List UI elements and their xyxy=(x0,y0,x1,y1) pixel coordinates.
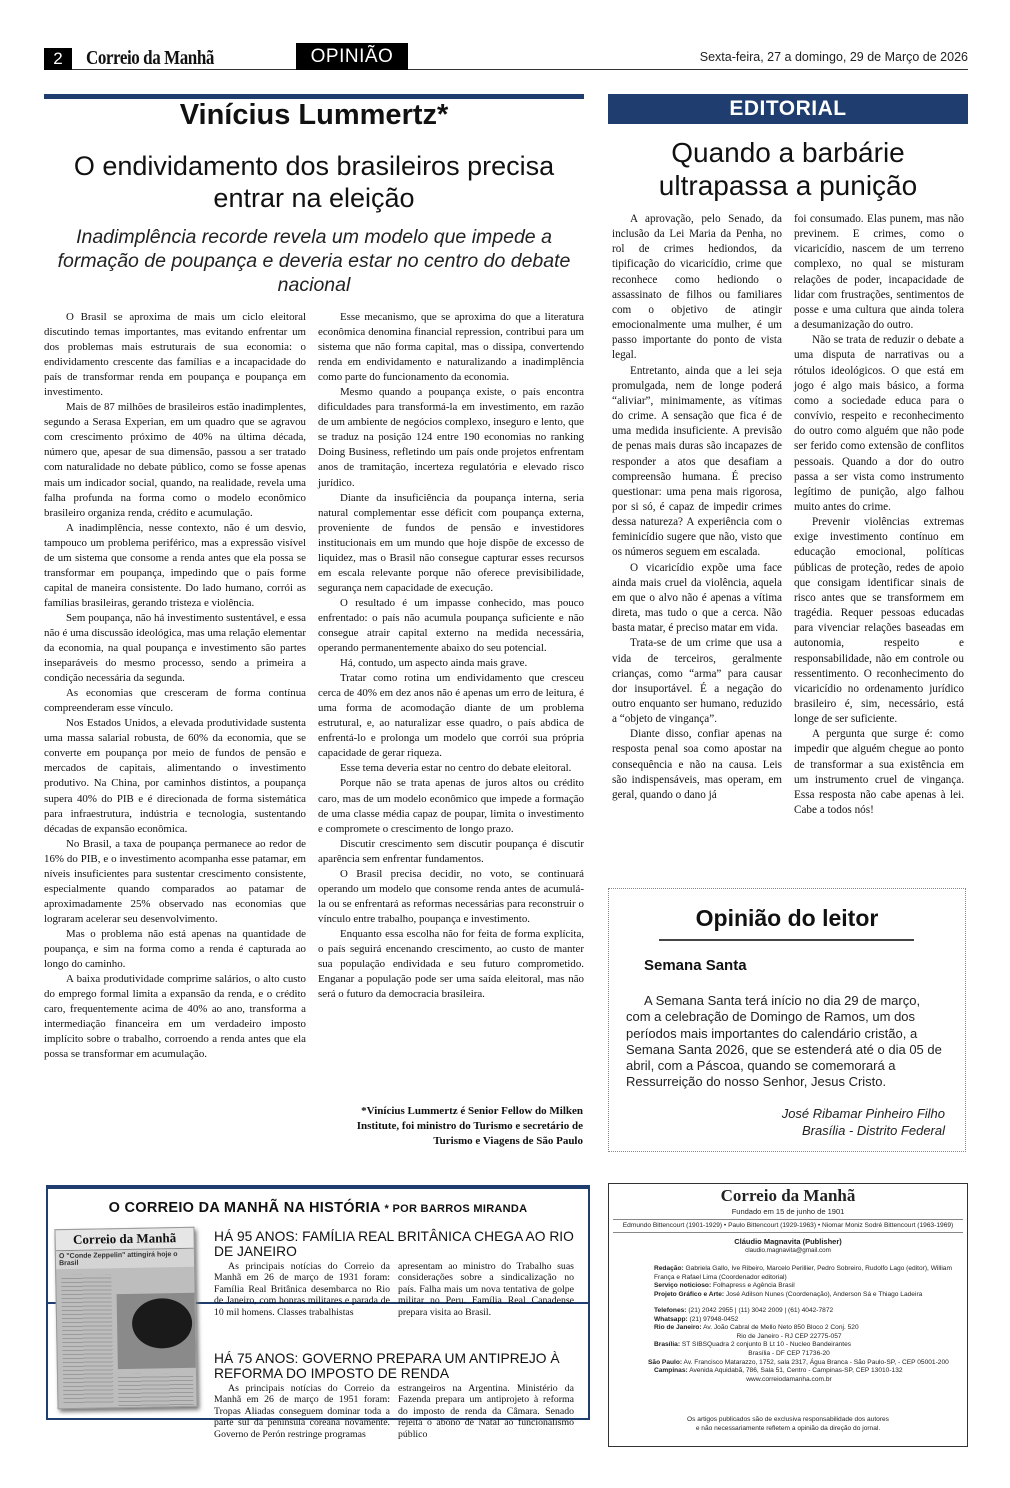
reader-signature xyxy=(782,1105,945,1139)
newspaper-logo: Correio da Manhã xyxy=(86,47,214,69)
label: Projeto Gráfico e Arte: xyxy=(654,1290,725,1298)
paragraph: Mais de 87 milhões de brasileiros estão inadimplentes, segundo a Serasa Experian, em um quadro que se agravou com crescimento próximo de 40% na última década, número que, apesar de sua dimensão, passou a ser tratado com naturalidade no debate público, como se fosse apenas mais um indicador social, quando, na realidade, revela uma falha profunda na forma como o modelo econômico brasileiro organiza renda, crédito e acumulação. xyxy=(44,401,306,519)
archive-headline: O "Conde Zeppelin" attingirá hoje o Brasil xyxy=(56,1249,194,1269)
divider xyxy=(613,1219,963,1220)
paragraph: Diante disso, confiar apenas na resposta penal soa como apostar na consequência e não na causa. Leis são indispensáveis, mas operam, em geral, quando o dano já xyxy=(612,728,782,801)
paragraph: Há, contudo, um aspecto ainda mais grave. xyxy=(340,657,528,670)
paragraph: Não se trata de reduzir o debate a uma disputa de narrativas ou a rótulos ideológicos. O que está em jogo é algo mais básico, a forma como a sociedade educa para o convívio, respeito e reconhecimento do outro como alguém que não pode ser ferido como extensão de conflitos pessoais. Quando a dor do outro passa a ser vista como instrumento legítimo de punição, algo falhou muito antes do crime. xyxy=(794,334,964,513)
paragraph: foi consumado. Elas punem, mas não previnem. E crimes, como o vicaricídio, nascem de um terreno complexo, no qual se misturam relações de poder, incapacidade de lidar com frustrações, sentimentos de posse e uma cultura que ainda tolera a desumanização do outro. xyxy=(794,213,964,332)
article-column-2 xyxy=(318,310,584,1002)
paragraph: No Brasil, a taxa de poupança permanece ao redor de 16% do PIB, e o investimento acompanha esse patamar, em níveis insuficientes para sustentar crescimento consistente, especialmente quando comparados ao patamar de aproximadamente 25% observado nas economias que lograram acelerar seu desenvolvimento. xyxy=(44,837,306,925)
design-staff: José Adilson Nunes (Coordenação), Anderson Sá e Thiago Ladeira xyxy=(725,1290,923,1298)
label: Rio de Janeiro: xyxy=(654,1324,702,1332)
label: Campinas: xyxy=(654,1367,688,1375)
phones: (21) 2042 2955 | (11) 3042 2009 | (61) 4042-7872 xyxy=(688,1307,834,1314)
paragraph: A pergunta que surge é: como impedir que alguém chegue ao ponto de transformar a sua existência em um instrumento cruel de vingança. Essa resposta não cabe apenas à lei. Cabe a todos nós! xyxy=(794,728,964,817)
newsroom-staff: Gabriela Gallo, Ive Ribeiro, Marcelo Perillier, Pedro Sobreiro, Rudolfo Lago (editor), William França e Rafael Lima (Coordenador editorial) xyxy=(654,1265,952,1281)
reader-letter-body: A Semana Santa terá início no dia 29 de março, com a celebração de Domingo de Ramos, um dos períodos mais importantes do calendário cristão, a Semana Santa 2026, que se estenderá até o dia 05 de abril, com a Páscoa, quando se comemorará a Ressurreição do nosso Senhor, Jesus Cristo. xyxy=(626,993,942,1090)
paragraph: O resultado é um impasse conhecido, mas pouco enfrentado: o país não acumula poupança suficiente e não consegue atrair capital externo na medida necessária, operando permanentemente abaixo do seu potencial. xyxy=(318,596,584,655)
history-item-1-col-1 xyxy=(214,1261,390,1318)
disclaimer-line: e não necessariamente refletem a opinião da direção do jornal. xyxy=(695,1424,881,1432)
article-column-1 xyxy=(44,310,306,1062)
label: Telefones: xyxy=(654,1307,687,1314)
archive-text-lines xyxy=(61,1274,113,1405)
article-author: Vinícius Lummertz* xyxy=(179,99,449,131)
reader-opinion-box xyxy=(608,888,966,1152)
paragraph: A baixa produtividade comprime salários, o alto custo do emprego formal limita a expansão da renda, e o crédito caro, frequentemente acima de 40% ao ano, transforma a intermediação financeira em um verdadeiro imposto implícito sobre o trabalho, corroendo a renda antes que ela possa se transformar em acumulação. xyxy=(44,973,306,1061)
paragraph: Esse mecanismo, que se aproxima do que a literatura econômica denomina financial repression, contribui para um sistema que não forma capital, mas o dissipa, convertendo renda em endividamento e naturalizando a inadimplência como parte do funcionamento da economia. xyxy=(318,311,584,384)
masthead-founders: Edmundo Bittencourt (1901-1929) • Paulo Bittencourt (1929-1963) • Niomar Moniz Sodré Bittencourt (1963-1969) xyxy=(622,1222,954,1229)
archive-text-lines xyxy=(118,1373,194,1409)
history-title xyxy=(46,1200,590,1216)
label: Brasília: xyxy=(654,1341,681,1349)
history-byline: * POR BARROS MIRANDA xyxy=(384,1203,528,1215)
paragraph: Porque não se trata apenas de juros altos ou crédito caro, mas de um modelo econômico que impede a formação de uma classe média capaz de poupar, limita o investimento e compromete o crescimento de longo prazo. xyxy=(318,777,584,835)
paragraph: Mesmo quando a poupança existe, o país encontra dificuldades para transformá-la em investimento, em razão de um ambiente de negócios complexo, inseguro e lento, que se traduz na posição 124 entre 190 economias no ranking Doing Business, refletindo um país onde projetos enfrentam anos de tramitação, incerteza regulatória e elevado risco jurídico. xyxy=(318,386,584,489)
rio-address: Av. João Cabral de Mello Neto 850 Bloco 2 Conj. 520 xyxy=(703,1324,859,1332)
divider xyxy=(659,939,914,941)
history-title-text: O CORREIO DA MANHÃ NA HISTÓRIA xyxy=(108,1200,381,1216)
article-subheadline: Inadimplência recorde revela um modelo que impede a formação de poupança e deveria estar no centro do debate nacional xyxy=(57,226,571,296)
label: São Paulo: xyxy=(648,1358,683,1366)
masthead-disclaimer xyxy=(609,1416,967,1433)
page-number: 2 xyxy=(44,48,72,70)
reader-author: José Ribamar Pinheiro Filho xyxy=(781,1106,945,1121)
author-bio: *Vinícius Lummertz é Senior Fellow do Milken Institute, foi ministro do Turismo e secretário de Turismo e Viagens de São Paulo xyxy=(356,1105,583,1147)
whatsapp: (21) 97948-0452 xyxy=(689,1315,739,1323)
brasilia-address: ST SIBSQuadra 2 conjunto B Lt 10 - Nucleo Bandeirantes xyxy=(681,1341,852,1349)
paragraph: Nos Estados Unidos, a elevada produtividade sustenta uma massa salarial robusta, de 60% da economia, que se converte em poupança por meio de fundos de pensão e mercados de capitais, alimentando o investimento produtivo. Na China, por caminhos distintos, a poupança supera 40% do PIB e é direcionada de forma sistemática para infraestrutura, indústria e tecnologia, sustentando décadas de expansão econômica. xyxy=(44,717,306,835)
masthead-name: Correio da Manhã xyxy=(720,1186,856,1205)
disclaimer-line: Os artigos publicados são de exclusiva responsabilidade dos autores xyxy=(687,1416,889,1423)
history-item-1-title: HÁ 95 ANOS: FAMÍLIA REAL BRITÂNICA CHEGA AO RIO DE JANEIRO xyxy=(214,1229,574,1259)
history-item-2-col-1 xyxy=(214,1383,390,1440)
history-item-2-title: HÁ 75 ANOS: GOVERNO PREPARA UM ANTIPREJO À REFORMA DO IMPOSTO DE RENDA xyxy=(214,1351,560,1381)
masthead-box xyxy=(608,1183,968,1447)
paragraph: O vicaricídio expõe uma face ainda mais cruel da violência, aquela em que o alvo não é apenas a vítima direta, mas tudo o que a cerca. Não basta matar, é preciso matar em vida. xyxy=(612,561,782,635)
editorial-label: EDITORIAL xyxy=(608,94,968,124)
editorial-column-2 xyxy=(794,212,964,818)
paragraph: Discutir crescimento sem discutir poupança é discutir aparência sem enfrentar fundamentos. xyxy=(318,837,584,865)
paragraph: Trata-se de um crime que usa a vida de terceiros, geralmente crianças, como “arma” para causar dor insuportável. É a negação do outro enquanto ser humano, reduzido a “objeto de vingança”. xyxy=(612,637,782,726)
issue-date: Sexta-feira, 27 a domingo, 29 de Março de 2026 xyxy=(699,50,968,64)
paragraph: Diante da insuficiência da poupança interna, seria natural complementar esse déficit com poupança externa, proveniente de fundos de pensão e investidores institucionais em um mundo que hoje dispõe de excesso de liquidez, mas o Brasil não consegue capturar esses recursos em escala relevante porque não oferece previsibilidade, segurança nem capacidade de execução. xyxy=(318,491,584,594)
paragraph: Mas o problema não está apenas na quantidade de poupança, e sim na forma como a renda é capturada ao longo do caminho. xyxy=(44,927,306,971)
reader-letter-subject: Semana Santa xyxy=(644,957,747,974)
rio-city: Rio de Janeiro - RJ CEP 22775-057 xyxy=(736,1332,842,1340)
divider xyxy=(613,1232,963,1233)
label: Serviço noticioso: xyxy=(654,1282,712,1290)
history-item-2-col-2: estrangeiros na Argentina. Ministério da Fazenda prepara um antiprojeto à reforma do imposto de renda da Câmara. Senado rejeita o abono de Natal ao funcionalismo público xyxy=(398,1383,574,1440)
paragraph: Tratar como rotina um endividamento que cresceu cerca de 40% em dez anos não é apenas um erro de leitura, é uma forma de acomodação diante de um problema estrutural, e, ao naturalizar esse quadro, o país abdica de enfrentá-lo e prolonga um modelo que corrói sua própria capacidade de gerar riqueza. xyxy=(318,672,584,760)
editorial-title: Quando a barbárie ultrapassa a punição xyxy=(658,137,918,201)
website-link[interactable]: www.correiodamanha.com.br xyxy=(746,1375,832,1383)
paragraph: O Brasil se aproxima de mais um ciclo eleitoral discutindo temas importantes, mas evitando enfrentar um dos problemas mais estruturais de sua economia: o endividamento crescente das famílias e a incapacidade do país de transformar renda em poupança e poupança em investimento. xyxy=(44,311,306,399)
reader-location: Brasília - Distrito Federal xyxy=(801,1123,945,1138)
paragraph: Prevenir violências extremas exige investimento contínuo em educação emocional, políticas públicas de proteção, redes de apoio que consigam identificar sinais de risco antes que se transformem em tragédia. Requer pessoas educadas para vivenciar relações baseadas em autonomia, respeito e responsabilidade, não em controle ou ressentimento. O reconhecimento do vicaricídio no ordenamento jurídico brasileiro é, sim, necessário, está longe de ser suficiente. xyxy=(794,516,964,726)
reader-opinion-title: Opinião do leitor xyxy=(695,905,879,931)
archive-masthead: Correio da Manhã xyxy=(55,1228,193,1251)
campinas-address: Avenida Aquidabã, 786, Sala 51, Centro - Campinas-SP, CEP 13010-132 xyxy=(689,1367,903,1375)
masthead-staff xyxy=(654,1265,964,1299)
sp-address: Av. Francisco Matarazzo, 1752, sala 2317, Água Branca - São Paulo-SP, - CEP 05001-200 xyxy=(683,1358,949,1366)
section-label: OPINIÃO xyxy=(296,43,408,70)
paragraph: Sem poupança, não há investimento sustentável, e essa não é uma discussão ideológica, mas uma relação elementar da economia, na qual poupança e investimento são partes inseparáveis do mesmo processo, sendo a primeira a condição necessária da segunda. xyxy=(44,611,306,685)
masthead-founded: Fundado em 15 de junho de 1901 xyxy=(731,1207,845,1216)
label: Redação: xyxy=(654,1265,684,1272)
article-headline: O endividamento dos brasileiros precisa entrar na eleição xyxy=(73,151,555,213)
history-item-1-col-2: apresentam ao ministro do Trabalho suas considerações sobre a sindicalização no país. Falha mais um nova tentativa de golpe militar no Peru. Família Real Canadense prepara visita ao Brasil. xyxy=(398,1261,574,1318)
paragraph: As principais notícias do Correio da Manhã em 26 de março de 1951 foram: Tropas Aliadas conseguem dominar toda a parte sul da península coreana novamente. Governo de Perón restringe programas xyxy=(214,1383,390,1440)
paragraph: Entretanto, ainda que a lei seja promulgada, nem de longe poderá “aliviar”, minimamente, as vítimas do crime. A sensação que fica é de uma medida insuficiente. A previsão de penas mais duras são incapazes de responder a atos que desafiam a compreensão humana. É preciso questionar: uma pena mais rigorosa, por si só, é capaz de impedir crimes dessa natureza? A experiência com o feminicídio sugere que não, visto que os números seguem em escalada. xyxy=(612,364,782,559)
editorial-column-1 xyxy=(612,212,782,803)
masthead-publisher: Cláudio Magnavita (Publisher) xyxy=(734,1237,842,1246)
label: Whatsapp: xyxy=(654,1315,688,1323)
paragraph: A aprovação, pelo Senado, da inclusão da Lei Maria da Penha, no rol de crimes hediondos, da tipificação do vicaricídio, crime que reconhece como hediondo o assassinato de filhos ou familiares com o objetivo de atingir emocionalmente uma mulher, é um passo importante do ponto de vista legal. xyxy=(612,213,782,362)
paragraph: Esse tema deveria estar no centro do debate eleitoral. xyxy=(340,762,572,775)
page-header xyxy=(44,48,968,70)
archive-newspaper-image xyxy=(54,1227,197,1409)
masthead-contacts xyxy=(648,1307,964,1384)
paragraph: As economias que cresceram de forma contínua compreenderam esse vínculo. xyxy=(44,687,306,715)
paragraph: Enquanto essa escolha não for feita de forma explícita, o país seguirá encenando crescimento, ao custo de manter sua população endividada e seu futuro comprometido. Enganar a população pode ser uma saída eleitoral, mas não será o futuro da democracia brasileira. xyxy=(318,927,584,1001)
news-service: Folhapress e Agência Brasil xyxy=(713,1282,795,1290)
paragraph: As principais notícias do Correio da Manhã em 26 de março de 1931 foram: Família Real Britânica desembarca no Rio de Janeiro, com honras militares e parada de 10 mil homens. Classes trabalhistas xyxy=(214,1261,390,1318)
paragraph: A inadimplência, nesse contexto, não é um desvio, tampouco um problema periférico, mas a expressão visível de um sistema que consome a renda antes que ela possa se transformar em poupança, impedindo que o país forme capital de maneira consistente. Do lado humano, corrói as famílias brasileiras, gerando tristeza e violência. xyxy=(44,521,306,609)
brasilia-city: Brasília - DF CEP 71736-20 xyxy=(748,1349,830,1357)
publisher-email: claudio.magnavita@gmail.com xyxy=(745,1247,831,1254)
paragraph: O Brasil precisa decidir, no voto, se continuará operando um modelo que consome renda antes de acumulá-la ou se enfrentará as reformas necessárias para reconstruir o vínculo entre trabalho, poupança e investimento. xyxy=(318,867,584,925)
